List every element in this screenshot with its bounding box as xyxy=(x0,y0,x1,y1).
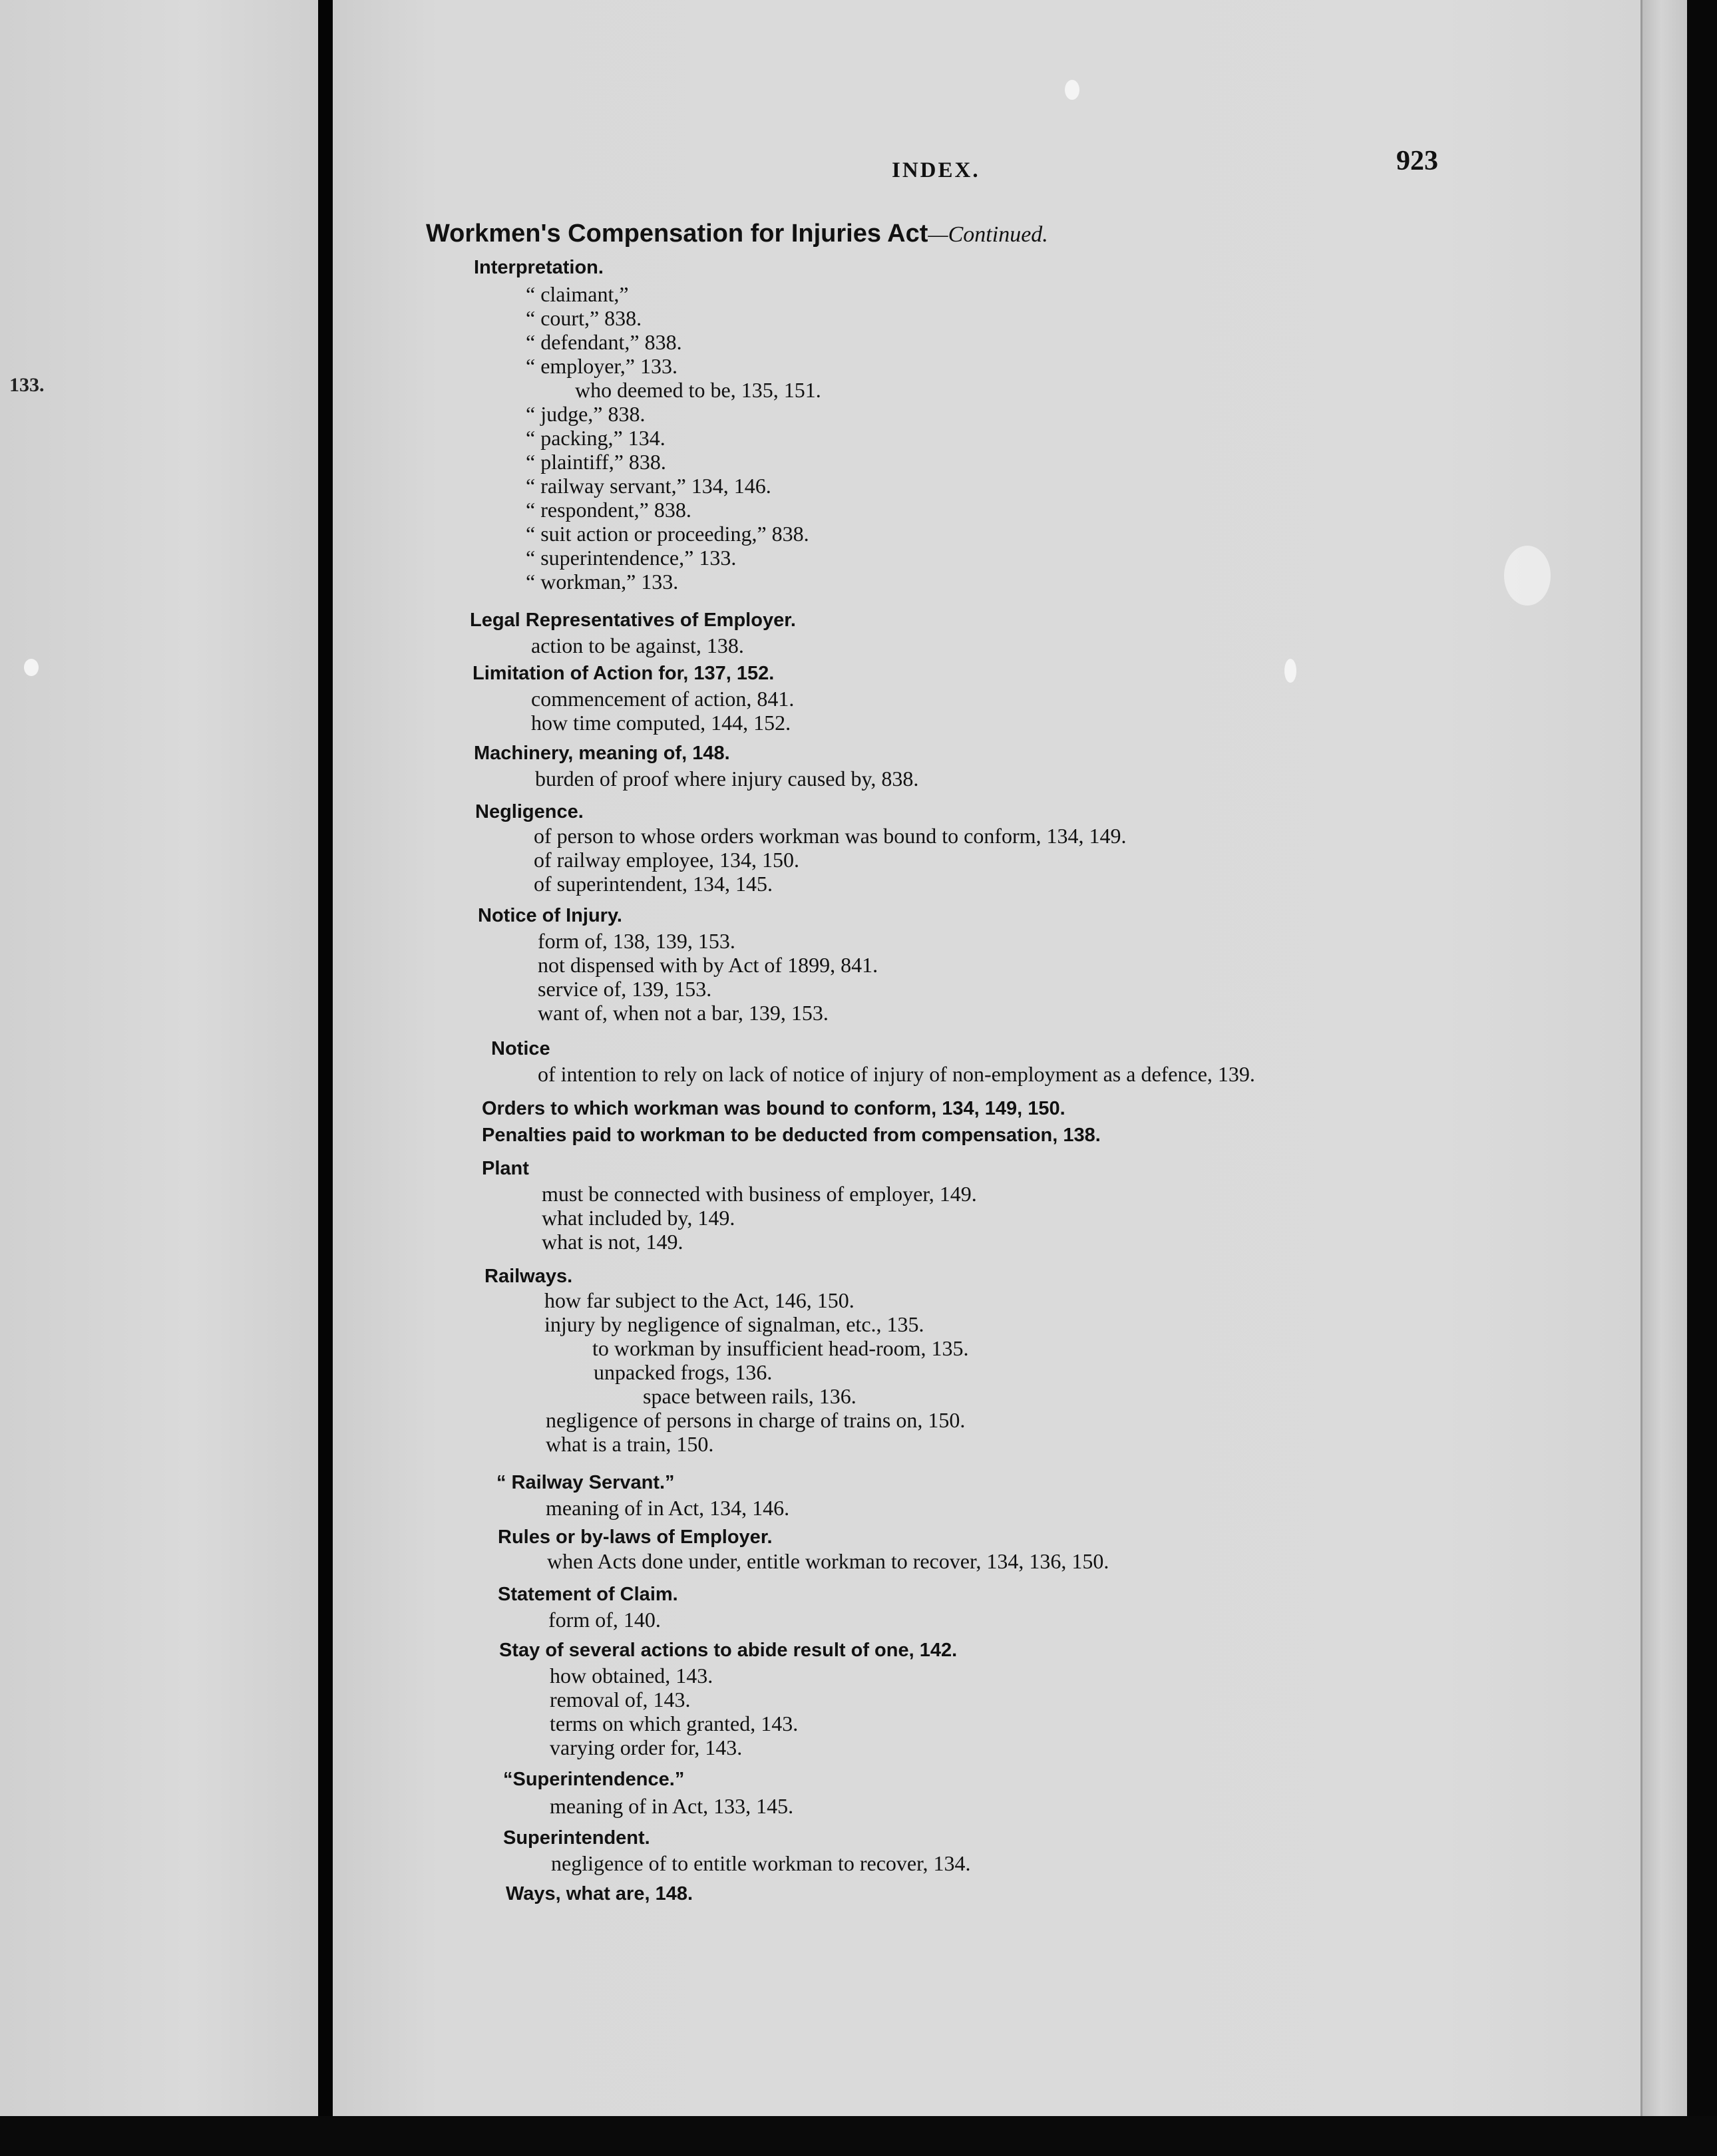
index-entry: injury by negligence of signalman, etc., 135. xyxy=(544,1312,924,1336)
index-entry: what is not, 149. xyxy=(542,1230,683,1254)
index-entry: not dispensed with by Act of 1899, 841. xyxy=(538,953,878,977)
index-entry: Stay of several actions to abide result of one, 142. xyxy=(499,1640,958,1661)
index-entry: “ packing,” 134. xyxy=(526,426,666,450)
index-entry: how time computed, 144, 152. xyxy=(531,711,791,735)
index-entry: Statement of Claim. xyxy=(498,1584,678,1605)
running-head: INDEX. xyxy=(892,158,980,182)
heading-continued: —Continued. xyxy=(928,222,1048,247)
scan-speck xyxy=(1284,659,1296,683)
index-entry: “ employer,” 133. xyxy=(526,354,677,378)
index-entry: must be connected with business of employer, 149. xyxy=(542,1182,977,1206)
index-entry: space between rails, 136. xyxy=(643,1384,857,1408)
scan-border xyxy=(1687,0,1717,2116)
index-entry: terms on which granted, 143. xyxy=(550,1711,799,1735)
index-entry: Railways. xyxy=(484,1266,573,1287)
scan-speck xyxy=(24,659,39,676)
index-entry: of person to whose orders workman was bound to conform, 134, 149. xyxy=(534,824,1127,848)
index-entry: “ superintendence,” 133. xyxy=(526,546,737,570)
heading-title: Workmen's Compensation for Injuries Act xyxy=(426,220,928,248)
index-entry: when Acts done under, entitle workman to recover, 134, 136, 150. xyxy=(547,1549,1109,1573)
index-entry: meaning of in Act, 133, 145. xyxy=(550,1794,794,1818)
index-entry: Plant xyxy=(482,1158,529,1179)
index-entry: Negligence. xyxy=(475,801,584,822)
index-main-heading xyxy=(426,220,1048,248)
scan-speck xyxy=(1065,80,1079,100)
index-entry: Superintendent. xyxy=(503,1827,650,1849)
index-entry: meaning of in Act, 134, 146. xyxy=(546,1496,790,1520)
index-entry: who deemed to be, 135, 151. xyxy=(575,378,821,402)
index-entry: “Superintendence.” xyxy=(503,1769,685,1790)
index-entry: Interpretation. xyxy=(474,257,604,278)
index-entry: what included by, 149. xyxy=(542,1206,735,1230)
index-entry: Rules or by-laws of Employer. xyxy=(498,1527,773,1548)
index-entry: “ railway servant,” 134, 146. xyxy=(526,474,771,498)
index-entry: Ways, what are, 148. xyxy=(506,1883,693,1904)
left-page xyxy=(0,0,318,2116)
index-entry: how far subject to the Act, 146, 150. xyxy=(544,1288,855,1312)
index-entry: want of, when not a bar, 139, 153. xyxy=(538,1001,829,1025)
page-number: 923 xyxy=(1396,146,1438,176)
index-entry: to workman by insufficient head-room, 135. xyxy=(592,1336,969,1360)
index-entry: “ judge,” 838. xyxy=(526,402,646,426)
index-entry: Machinery, meaning of, 148. xyxy=(474,743,730,764)
index-entry: “ Railway Servant.” xyxy=(496,1472,675,1493)
index-entry: “ workman,” 133. xyxy=(526,570,679,594)
index-entry: Notice xyxy=(491,1038,550,1059)
index-entry: “ suit action or proceeding,” 838. xyxy=(526,522,809,546)
index-entry: Penalties paid to workman to be deducted from compensation, 138. xyxy=(482,1125,1101,1146)
left-page-fragment: 133. xyxy=(9,374,45,396)
index-entry: of intention to rely on lack of notice of injury of non-employment as a defence, 139. xyxy=(538,1062,1255,1086)
index-entry: form of, 140. xyxy=(548,1608,661,1632)
index-entry: service of, 139, 153. xyxy=(538,977,712,1001)
index-entry: what is a train, 150. xyxy=(546,1432,714,1456)
index-entry: Notice of Injury. xyxy=(478,905,622,926)
index-entry: negligence of to entitle workman to recover, 134. xyxy=(551,1851,971,1875)
index-entry: “ defendant,” 838. xyxy=(526,330,682,354)
index-entry: “ court,” 838. xyxy=(526,306,642,330)
index-entry: removal of, 143. xyxy=(550,1688,691,1711)
index-entry: of superintendent, 134, 145. xyxy=(534,872,773,896)
index-entry: Limitation of Action for, 137, 152. xyxy=(473,663,775,684)
index-entry: burden of proof where injury caused by, 838. xyxy=(535,767,919,791)
index-entry: varying order for, 143. xyxy=(550,1735,743,1759)
page-edge-strip xyxy=(1640,0,1689,2116)
index-entry: Orders to which workman was bound to conform, 134, 149, 150. xyxy=(482,1098,1065,1119)
index-entry: “ respondent,” 838. xyxy=(526,498,691,522)
index-entry: action to be against, 138. xyxy=(531,633,744,657)
index-entry: “ claimant,” xyxy=(526,282,629,306)
index-entry: unpacked frogs, 136. xyxy=(594,1360,773,1384)
index-entry: “ plaintiff,” 838. xyxy=(526,450,666,474)
index-entry: of railway employee, 134, 150. xyxy=(534,848,799,872)
index-entry: how obtained, 143. xyxy=(550,1664,713,1688)
index-entry: commencement of action, 841. xyxy=(531,687,795,711)
book-gutter xyxy=(318,0,333,2116)
index-entry: negligence of persons in charge of trains on, 150. xyxy=(546,1408,966,1432)
index-entry: Legal Representatives of Employer. xyxy=(470,610,796,631)
scan-speck xyxy=(1504,546,1551,606)
index-entry: form of, 138, 139, 153. xyxy=(538,929,735,953)
